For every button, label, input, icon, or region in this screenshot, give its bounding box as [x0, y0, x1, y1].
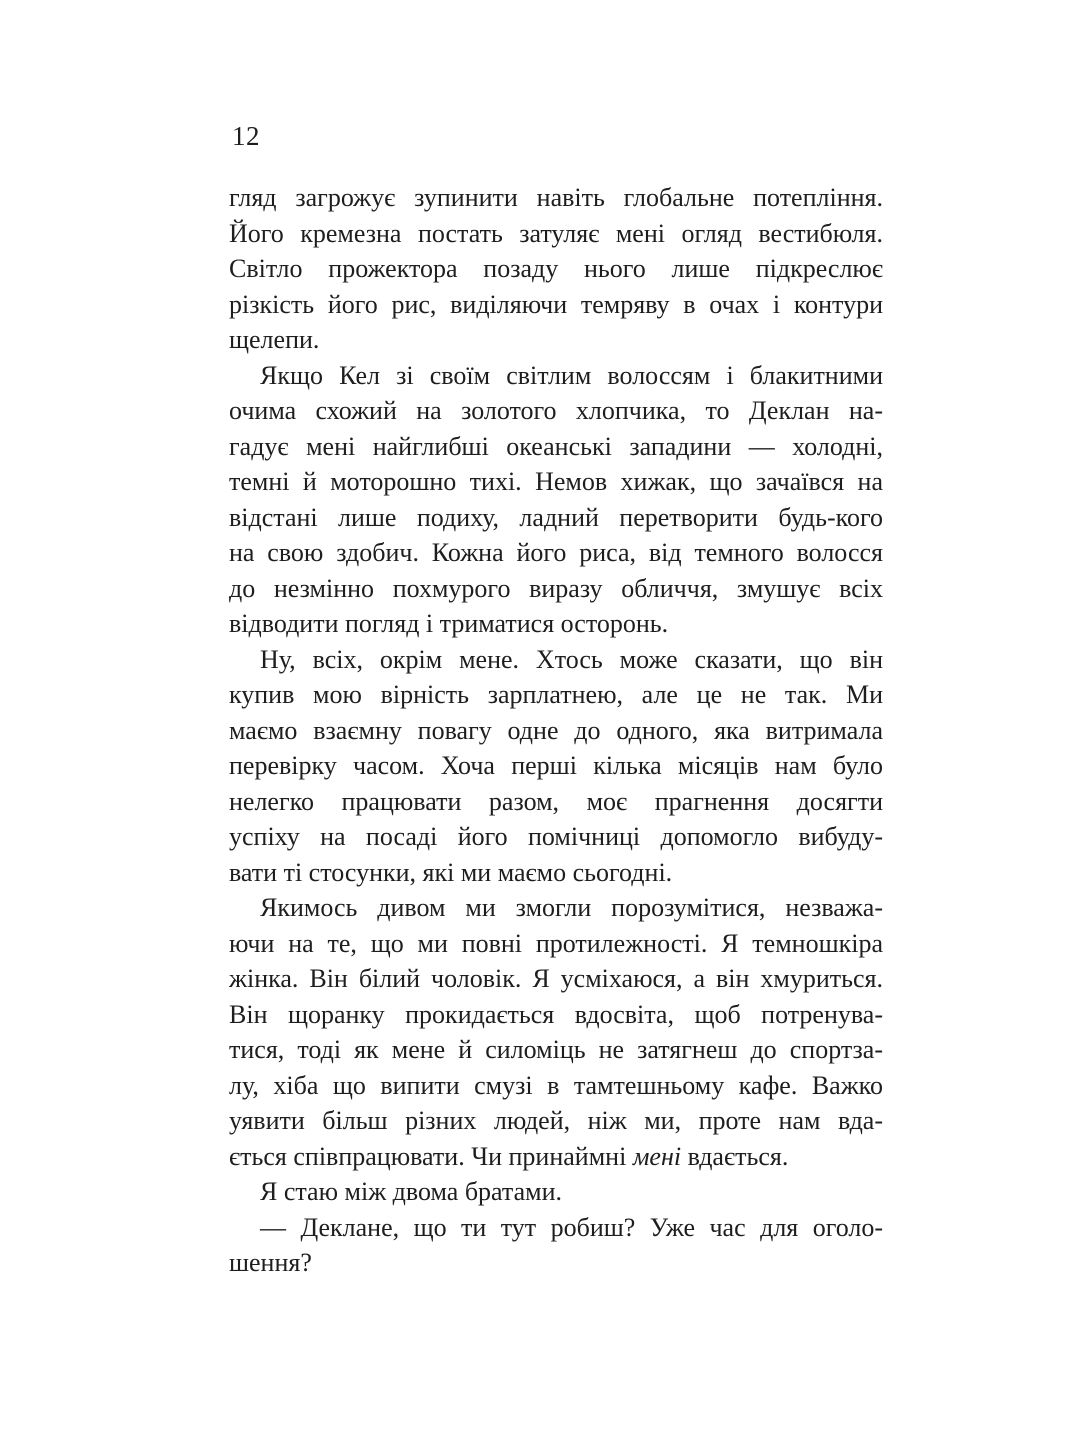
- text-run: відводити погляд і триматися осторонь.: [229, 609, 669, 638]
- text-line: [229, 890, 883, 926]
- text-run: відстані лише подиху, ладний перетворити будь-кого: [229, 502, 883, 532]
- text-line: [229, 677, 883, 713]
- text-run: лу, хіба що випити смузі в тамтешньому кафе. Важко: [229, 1070, 883, 1100]
- text-run: жінка. Він білий чоловік. Я усміхаюся, а він хмуриться.: [229, 964, 883, 993]
- text-line: [229, 216, 883, 252]
- text-block: [229, 180, 883, 1281]
- text-line: [229, 713, 883, 749]
- text-line: [229, 1210, 883, 1246]
- text-line: [229, 500, 883, 536]
- text-run: Ну, всіх, окрім мене. Хтось може сказати, що він: [260, 644, 883, 674]
- text-line: [229, 1103, 883, 1139]
- text-line: [229, 1068, 883, 1104]
- text-line: [229, 1245, 883, 1281]
- text-line: [229, 1174, 883, 1210]
- text-run: Світло прожектора позаду нього лише підкреслює: [229, 254, 883, 283]
- paragraph: [229, 1210, 883, 1281]
- text-run: шення?: [229, 1248, 312, 1277]
- text-line: [229, 429, 883, 465]
- text-run: Його кремезна постать затуляє мені огляд вестибюля.: [229, 218, 883, 248]
- text-run: — Деклане, що ти тут робиш? Уже час для оголо-: [260, 1212, 883, 1242]
- paragraph: [229, 358, 883, 642]
- text-run: вати ті стосунки, які ми маємо сьогодні.: [229, 857, 673, 887]
- text-run: вдається.: [681, 1141, 789, 1171]
- emphasized-text: мені: [632, 1141, 682, 1171]
- text-line: [229, 606, 883, 642]
- paragraph: [229, 890, 883, 1174]
- text-run: Якимось дивом ми змогли порозумітися, незважа-: [260, 893, 883, 922]
- text-line: [229, 464, 883, 500]
- text-line: [229, 748, 883, 784]
- text-line: [229, 358, 883, 394]
- text-line: [229, 535, 883, 571]
- paragraph: [229, 1174, 883, 1210]
- text-run: щелепи.: [229, 325, 320, 354]
- text-run: перевірку часом. Хоча перші кілька місяців нам було: [229, 751, 883, 780]
- text-run: ючи на те, що ми повні протилежності. Я темношкіра: [229, 928, 883, 958]
- text-run: до незмінно похмурого виразу обличчя, змушує всіх: [229, 573, 883, 603]
- text-line: [229, 784, 883, 820]
- page-number: 12: [232, 121, 260, 151]
- text-run: гадує мені найглибші океанські западини — холодні,: [229, 431, 883, 461]
- text-line: [229, 855, 883, 891]
- text-run: на свою здобич. Кожна його риса, від темного волосся: [229, 538, 883, 567]
- text-line: [229, 1032, 883, 1068]
- text-run: Я стаю між двома братами.: [260, 1177, 562, 1206]
- text-run: різкість його рис, виділяючи темряву в очах і контури: [229, 289, 883, 319]
- text-line: [229, 251, 883, 287]
- text-run: Він щоранку прокидається вдосвіта, щоб потренува-: [229, 999, 883, 1029]
- text-line: [229, 1139, 883, 1175]
- text-run: уявити більш різних людей, ніж ми, проте нам вда-: [229, 1106, 883, 1135]
- text-line: [229, 180, 883, 216]
- text-line: [229, 322, 883, 358]
- text-run: тися, тоді як мене й силоміць не затягнеш до спортза-: [229, 1035, 883, 1064]
- text-line: [229, 287, 883, 323]
- text-line: [229, 642, 883, 678]
- text-run: нелегко працювати разом, моє прагнення досягти: [229, 786, 883, 816]
- text-line: [229, 393, 883, 429]
- text-run: очима схожий на золотого хлопчика, то Деклан на-: [229, 396, 883, 425]
- text-line: [229, 926, 883, 962]
- text-line: [229, 961, 883, 997]
- text-run: гляд загрожує зупинити навіть глобальне потепління.: [229, 183, 883, 212]
- text-run: маємо взаємну повагу одне до одного, яка витримала: [229, 715, 883, 745]
- paragraph: [229, 180, 883, 358]
- text-run: ється співпрацювати. Чи принаймні: [229, 1141, 633, 1171]
- text-line: [229, 997, 883, 1033]
- paragraph: [229, 642, 883, 891]
- text-line: [229, 819, 883, 855]
- text-run: Якщо Кел зі своїм світлим волоссям і блакитними: [260, 360, 883, 390]
- text-run: темні й моторошно тихі. Немов хижак, що зачаївся на: [229, 467, 883, 496]
- text-line: [229, 571, 883, 607]
- text-run: успіху на посаді його помічниці допомогло вибуду-: [229, 822, 883, 851]
- text-run: купив мою вірність зарплатнею, але це не так. Ми: [229, 680, 883, 709]
